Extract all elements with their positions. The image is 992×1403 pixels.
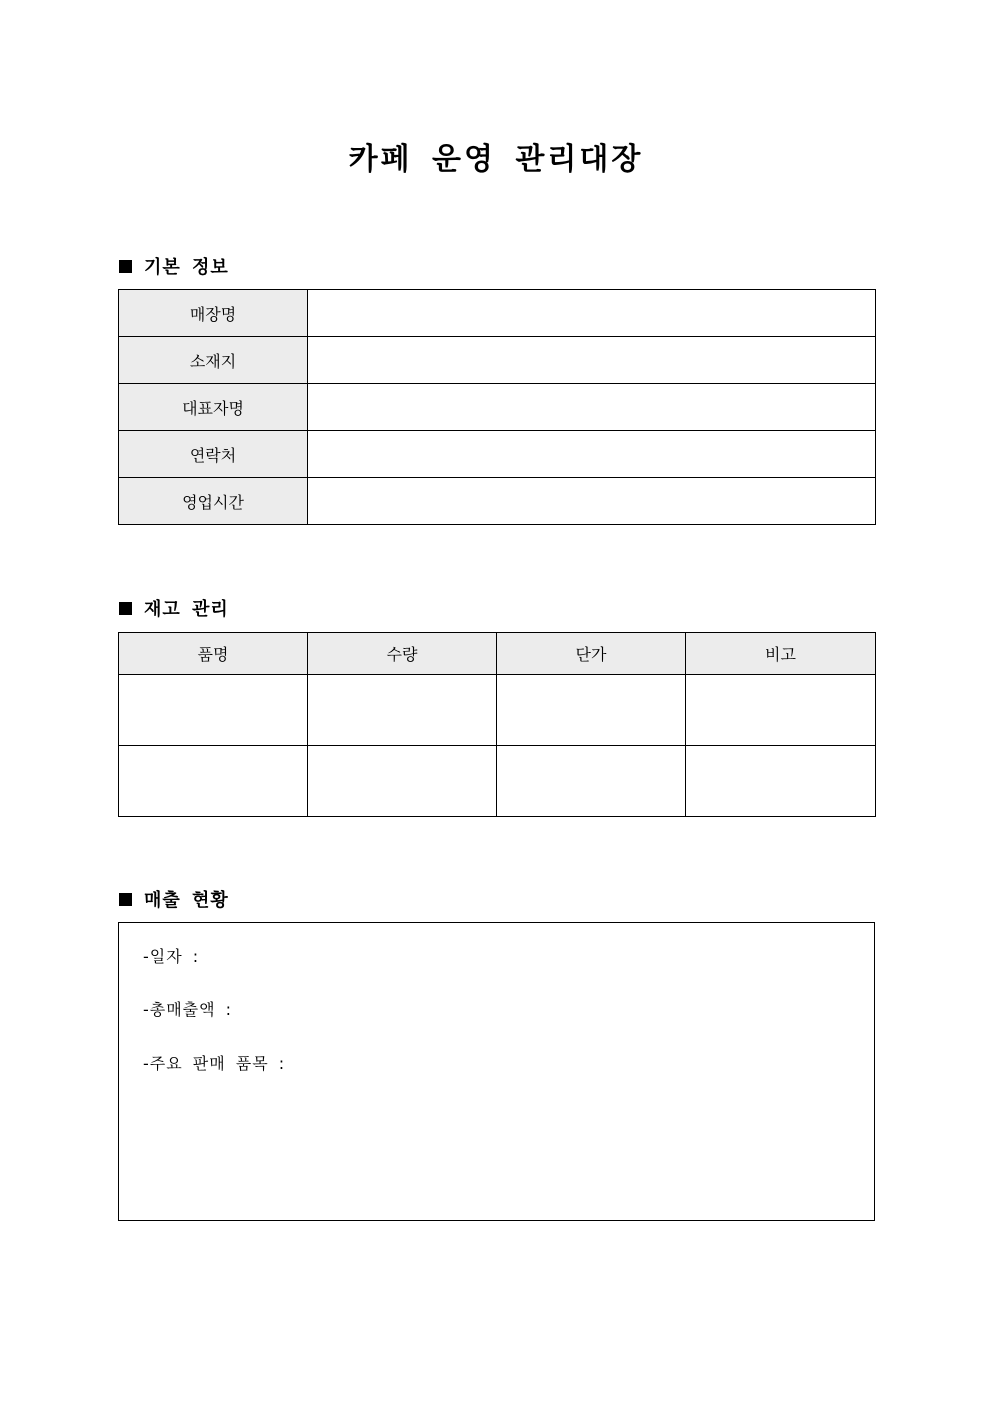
label-store-name: 매장명 [119,290,308,337]
black-square-icon [119,893,132,906]
remarks-cell[interactable] [686,746,876,817]
table-row [119,290,876,337]
table-row [119,746,876,817]
table-row [119,431,876,478]
label-business-hours: 영업시간 [119,478,308,525]
contact-field[interactable] [308,431,876,478]
section-heading-basic-info [119,253,229,279]
black-square-icon [119,260,132,273]
remarks-cell[interactable] [686,675,876,746]
section-heading-label: 매출 현황 [144,890,229,911]
sales-date-line: -일자 : [143,947,200,966]
sales-main-items-line: -주요 판매 품목 : [143,1054,286,1073]
item-cell[interactable] [119,675,308,746]
column-header-remarks: 비고 [686,633,876,675]
item-cell[interactable] [119,746,308,817]
table-header-row [119,633,876,675]
representative-field[interactable] [308,384,876,431]
table-row [119,675,876,746]
quantity-cell[interactable] [308,746,497,817]
unit-price-cell[interactable] [497,746,686,817]
unit-price-cell[interactable] [497,675,686,746]
sales-status-box[interactable] [118,922,875,1221]
table-row [119,337,876,384]
sales-total-line: -총매출액 : [143,1000,233,1019]
table-row [119,384,876,431]
column-header-quantity: 수량 [308,633,497,675]
quantity-cell[interactable] [308,675,497,746]
section-heading-label: 기본 정보 [144,257,229,278]
label-contact: 연락처 [119,431,308,478]
column-header-unit-price: 단가 [497,633,686,675]
label-representative: 대표자명 [119,384,308,431]
location-field[interactable] [308,337,876,384]
table-row [119,478,876,525]
label-location: 소재지 [119,337,308,384]
inventory-table [118,632,876,817]
column-header-item: 품명 [119,633,308,675]
black-square-icon [119,602,132,615]
business-hours-field[interactable] [308,478,876,525]
section-heading-label: 재고 관리 [144,599,229,620]
section-heading-sales [119,886,229,912]
store-name-field[interactable] [308,290,876,337]
page-title: 카페 운영 관리대장 [348,142,644,177]
basic-info-table [118,289,876,525]
section-heading-inventory [119,595,229,621]
